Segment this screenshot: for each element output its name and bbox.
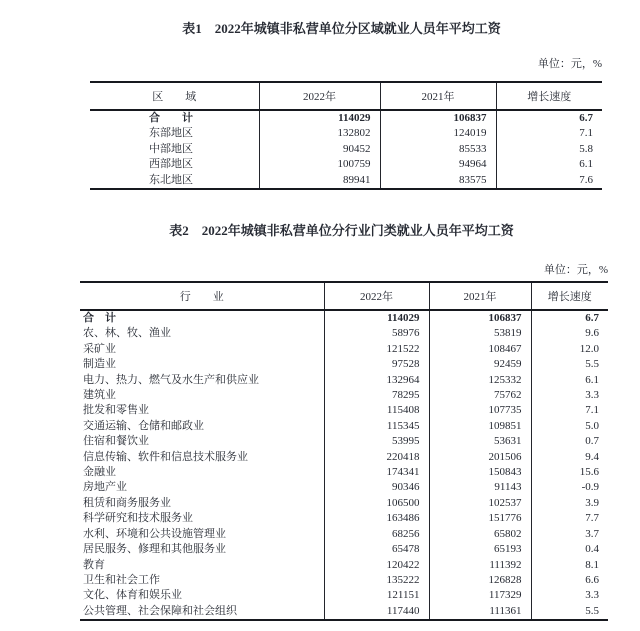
row-label-cell: 教育 <box>80 558 324 573</box>
value-2021-cell: 92459 <box>429 357 531 372</box>
value-2022-cell: 132964 <box>324 373 429 388</box>
value-2022-cell: 121151 <box>324 588 429 603</box>
table-row <box>90 142 602 157</box>
value-2022-cell: 115408 <box>324 403 429 418</box>
table-row <box>80 480 608 495</box>
value-2021-cell: 91143 <box>429 480 531 495</box>
value-2022-cell: 65478 <box>324 542 429 557</box>
table1-wages-by-region <box>90 81 602 190</box>
table-row <box>80 403 608 418</box>
value-2022-cell: 135222 <box>324 573 429 588</box>
value-2022-cell: 174341 <box>324 465 429 480</box>
growth-rate-cell: 9.4 <box>585 450 599 463</box>
table-row <box>80 604 608 620</box>
value-2022-cell: 220418 <box>324 450 429 465</box>
value-2022-cell: 68256 <box>324 527 429 542</box>
growth-rate-cell: 5.5 <box>585 604 599 617</box>
row-label-cell: 东北地区 <box>90 173 259 189</box>
value-2021-cell: 65193 <box>429 542 531 557</box>
table-row <box>80 465 608 480</box>
table-header-row <box>90 82 602 110</box>
value-2022-cell: 115345 <box>324 419 429 434</box>
growth-rate-cell: 6.1 <box>579 158 593 171</box>
column-header-2022: 2022年 <box>324 282 429 310</box>
value-2022-cell: 100759 <box>259 157 380 172</box>
value-2021-cell: 108467 <box>429 342 531 357</box>
table-row <box>80 588 608 603</box>
table-row <box>90 157 602 172</box>
value-2021-cell: 117329 <box>429 588 531 603</box>
value-2022-cell: 114029 <box>259 110 380 126</box>
table-row <box>80 310 608 326</box>
row-label-cell: 合 计 <box>90 110 259 126</box>
table-row <box>80 542 608 557</box>
value-2022-cell: 121522 <box>324 342 429 357</box>
row-label-cell: 房地产业 <box>80 480 324 495</box>
row-label-cell: 信息传输、软件和信息技术服务业 <box>80 450 324 465</box>
table-row <box>80 419 608 434</box>
table2-body <box>80 310 608 620</box>
value-2021-cell: 109851 <box>429 419 531 434</box>
table-row <box>80 342 608 357</box>
growth-rate-cell: 5.5 <box>585 358 599 371</box>
table1-unit-note: 单位：元，% <box>537 58 602 70</box>
value-2021-cell: 150843 <box>429 465 531 480</box>
value-2021-cell: 111392 <box>429 558 531 573</box>
column-header-growth: 增长速度 <box>531 282 608 310</box>
value-2021-cell: 102537 <box>429 496 531 511</box>
growth-rate-cell: 7.1 <box>585 404 599 417</box>
value-2021-cell: 151776 <box>429 511 531 526</box>
value-2021-cell: 124019 <box>380 126 496 141</box>
table2-title: 表2 2022年城镇非私营单位分行业门类就业人员年平均工资 <box>169 223 514 238</box>
value-2022-cell: 106500 <box>324 496 429 511</box>
value-2021-cell: 107735 <box>429 403 531 418</box>
row-label-cell: 水利、环境和公共设施管理业 <box>80 527 324 542</box>
growth-rate-cell: 5.0 <box>585 419 599 432</box>
table-row <box>80 527 608 542</box>
table1-body <box>90 110 602 189</box>
value-2021-cell: 94964 <box>380 157 496 172</box>
value-2022-cell: 117440 <box>324 604 429 620</box>
growth-rate-cell: 7.7 <box>585 512 599 525</box>
growth-rate-cell: 3.3 <box>585 389 599 402</box>
value-2021-cell: 111361 <box>429 604 531 620</box>
table-row <box>80 573 608 588</box>
value-2021-cell: 106837 <box>429 310 531 326</box>
table-row <box>90 126 602 141</box>
growth-rate-cell: -0.9 <box>581 481 599 494</box>
column-header-growth: 增长速度 <box>496 82 602 110</box>
row-label-cell: 电力、热力、燃气及水生产和供应业 <box>80 373 324 388</box>
value-2022-cell: 114029 <box>324 310 429 326</box>
table-row <box>90 173 602 189</box>
table-row <box>80 373 608 388</box>
value-2022-cell: 58976 <box>324 326 429 341</box>
growth-rate-cell: 0.4 <box>585 543 599 556</box>
column-header-2021: 2021年 <box>380 82 496 110</box>
value-2021-cell: 83575 <box>380 173 496 189</box>
row-label-cell: 批发和零售业 <box>80 403 324 418</box>
table-row <box>80 450 608 465</box>
row-label-cell: 合 计 <box>80 310 324 326</box>
growth-rate-cell: 8.1 <box>585 558 599 571</box>
row-label-cell: 文化、体育和娱乐业 <box>80 588 324 603</box>
value-2021-cell: 125332 <box>429 373 531 388</box>
table-row <box>80 326 608 341</box>
growth-rate-cell: 5.8 <box>579 142 593 155</box>
column-header-region: 区 域 <box>90 82 259 110</box>
value-2021-cell: 53631 <box>429 434 531 449</box>
row-label-cell: 住宿和餐饮业 <box>80 434 324 449</box>
row-label-cell: 交通运输、仓储和邮政业 <box>80 419 324 434</box>
value-2022-cell: 89941 <box>259 173 380 189</box>
growth-rate-cell: 6.1 <box>585 373 599 386</box>
value-2022-cell: 97528 <box>324 357 429 372</box>
row-label-cell: 西部地区 <box>90 157 259 172</box>
value-2021-cell: 201506 <box>429 450 531 465</box>
value-2021-cell: 65802 <box>429 527 531 542</box>
value-2021-cell: 75762 <box>429 388 531 403</box>
table1-header <box>90 82 602 110</box>
growth-rate-cell: 7.6 <box>579 173 593 186</box>
table-row <box>80 496 608 511</box>
column-header-industry: 行 业 <box>80 282 324 310</box>
row-label-cell: 中部地区 <box>90 142 259 157</box>
row-label-cell: 农、林、牧、渔业 <box>80 326 324 341</box>
growth-rate-cell: 6.7 <box>579 112 593 124</box>
row-label-cell: 制造业 <box>80 357 324 372</box>
value-2022-cell: 53995 <box>324 434 429 449</box>
value-2021-cell: 53819 <box>429 326 531 341</box>
value-2022-cell: 120422 <box>324 558 429 573</box>
row-label-cell: 租赁和商务服务业 <box>80 496 324 511</box>
table-row <box>80 511 608 526</box>
table1-title: 表1 2022年城镇非私营单位分区域就业人员年平均工资 <box>182 21 501 36</box>
value-2022-cell: 132802 <box>259 126 380 141</box>
growth-rate-cell: 12.0 <box>579 342 599 355</box>
value-2022-cell: 90452 <box>259 142 380 157</box>
growth-rate-cell: 7.1 <box>579 127 593 140</box>
growth-rate-cell: 6.6 <box>585 573 599 586</box>
column-header-2022: 2022年 <box>259 82 380 110</box>
growth-rate-cell: 0.7 <box>585 435 599 448</box>
row-label-cell: 东部地区 <box>90 126 259 141</box>
growth-rate-cell: 9.6 <box>585 327 599 340</box>
value-2022-cell: 78295 <box>324 388 429 403</box>
growth-rate-cell: 3.7 <box>585 527 599 540</box>
table2-header <box>80 282 608 310</box>
growth-rate-cell: 3.3 <box>585 589 599 602</box>
growth-rate-cell: 15.6 <box>579 466 599 479</box>
row-label-cell: 科学研究和技术服务业 <box>80 511 324 526</box>
row-label-cell: 居民服务、修理和其他服务业 <box>80 542 324 557</box>
table-header-row <box>80 282 608 310</box>
table-row <box>80 388 608 403</box>
value-2022-cell: 90346 <box>324 480 429 495</box>
growth-rate-cell: 3.9 <box>585 496 599 509</box>
row-label-cell: 金融业 <box>80 465 324 480</box>
row-label-cell: 采矿业 <box>80 342 324 357</box>
value-2021-cell: 126828 <box>429 573 531 588</box>
value-2021-cell: 85533 <box>380 142 496 157</box>
value-2022-cell: 163486 <box>324 511 429 526</box>
column-header-2021: 2021年 <box>429 282 531 310</box>
table-row <box>80 357 608 372</box>
row-label-cell: 公共管理、社会保障和社会组织 <box>80 604 324 620</box>
row-label-cell: 建筑业 <box>80 388 324 403</box>
growth-rate-cell: 6.7 <box>585 312 599 324</box>
table2-wages-by-industry <box>80 281 608 621</box>
table-row <box>90 110 602 126</box>
table2-unit-note: 单位：元，% <box>543 264 608 276</box>
row-label-cell: 卫生和社会工作 <box>80 573 324 588</box>
table-row <box>80 558 608 573</box>
value-2021-cell: 106837 <box>380 110 496 126</box>
table-row <box>80 434 608 449</box>
